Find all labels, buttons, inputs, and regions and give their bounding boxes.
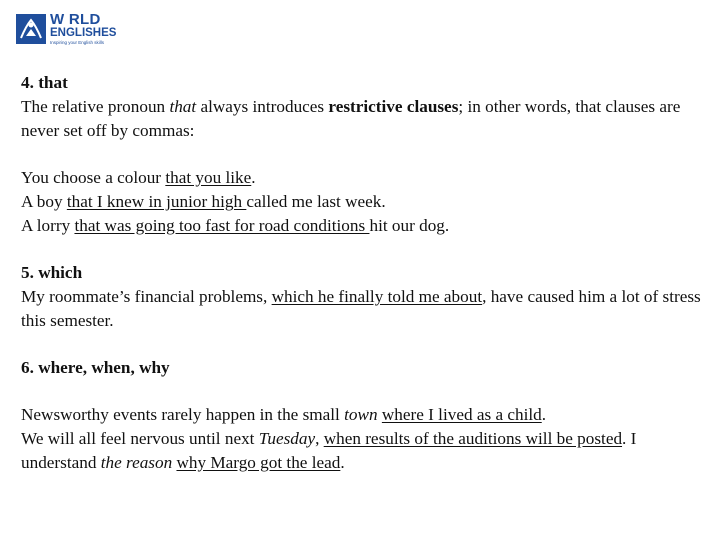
where-example: Newsworthy events rarely happen in the small town where I lived as a child. — [21, 405, 547, 424]
section-heading-where-when-why: 6. where, when, why — [21, 358, 170, 377]
logo-tagline: Inspiring your English skills — [50, 39, 105, 45]
when-why-examples: We will all feel nervous until next Tuesday, when results of the auditions will be posted. I understand the reason why Margo got the lead. — [21, 429, 637, 472]
slide-content — [21, 71, 706, 475]
world-englishes-logo — [16, 12, 116, 45]
logo-word-englishes: ENGLISHES — [50, 27, 117, 39]
section-heading-that: 4. that — [21, 73, 68, 92]
that-example-1: You choose a colour that you like. — [21, 168, 256, 187]
that-example-3: A lorry that was going too fast for road conditions hit our dog. — [21, 216, 450, 235]
that-explanation: The relative pronoun that always introduces restrictive clauses; in other words, that clauses are never set off by commas: — [21, 97, 681, 140]
logo-word-world: W RLD — [50, 11, 101, 28]
which-example: My roommate’s financial problems, which he finally told me about, have caused him a lot of stress this semester. — [21, 287, 701, 330]
logo-emblem-icon — [16, 14, 46, 44]
section-heading-which: 5. which — [21, 263, 83, 282]
that-example-2: A boy that I knew in junior high called me last week. — [21, 192, 386, 211]
